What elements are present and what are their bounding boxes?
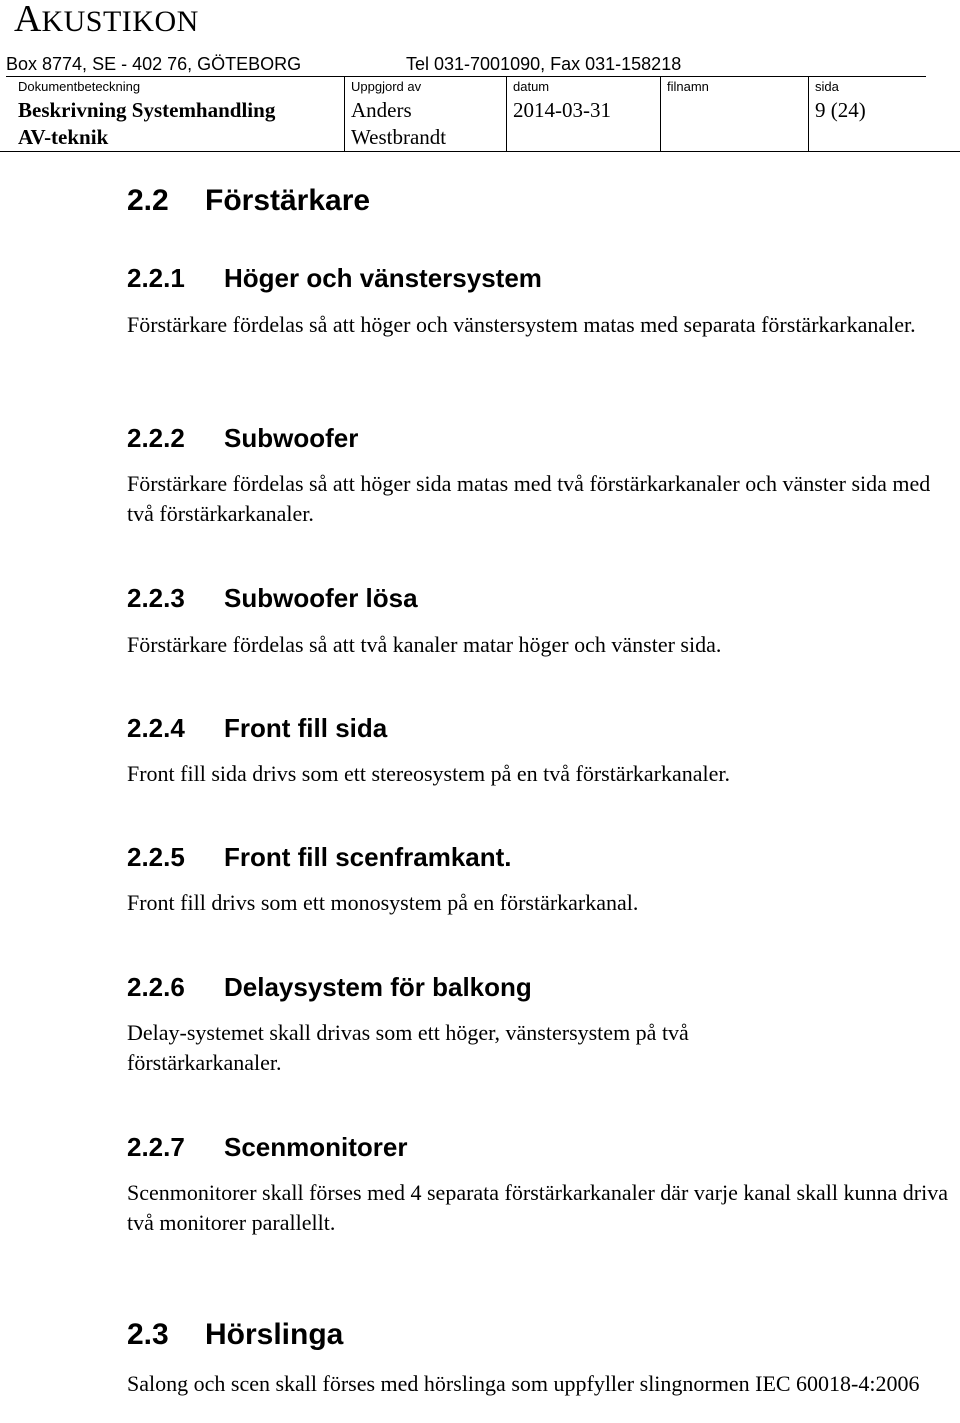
heading-2-3 xyxy=(127,1318,343,1352)
header-cell-date xyxy=(506,77,657,151)
author-first-name: Anders xyxy=(351,98,412,122)
section-title: Front fill sida xyxy=(224,713,388,743)
logo-initial: A xyxy=(14,0,42,40)
paragraph-2-2-7: Scenmonitorer skall förses med 4 separata förstärkarkanaler där varje kanal skall kunna driva två monitorer parallellt. xyxy=(127,1180,949,1235)
date-label: datum xyxy=(513,79,550,94)
paragraph-2-2-5: Front fill drivs som ett monosystem på en förstärkarkanal. xyxy=(127,890,639,915)
section-number: 2.2.4 xyxy=(127,713,185,743)
heading-2-2-4 xyxy=(127,713,387,743)
heading-2-2-6 xyxy=(127,972,532,1002)
section-title: Subwoofer lösa xyxy=(224,583,418,613)
author-last-name: Westbrandt xyxy=(351,125,447,149)
section-title: Höger och vänstersystem xyxy=(224,263,542,293)
doc-label: Dokumentbeteckning xyxy=(18,79,141,94)
section-number: 2.2 xyxy=(127,184,169,217)
header-cell-page xyxy=(808,77,959,151)
paragraph-2-2-2: Förstärkare fördelas så att höger sida matas med två förstärkarkanaler och vänster sida med två förstärkarkanaler. xyxy=(127,471,931,526)
section-title: Subwoofer xyxy=(224,423,359,453)
postal-address: Box 8774, SE - 402 76, GÖTEBORG xyxy=(6,54,302,74)
section-number: 2.3 xyxy=(127,1318,169,1351)
section-number: 2.2.6 xyxy=(127,972,185,1002)
page-number: 9 (24) xyxy=(815,98,866,122)
author-label: Uppgjord av xyxy=(351,79,422,94)
paragraph-2-3: Salong och scen skall förses med hörslinga som uppfyller slingnormen IEC 60018-4:2006 xyxy=(127,1371,920,1396)
filename-label: filnamn xyxy=(667,79,709,94)
paragraph-2-2-1: Förstärkare fördelas så att höger och vänstersystem matas med separata förstärkarkanaler. xyxy=(127,312,916,337)
logo-text: KUSTIKON xyxy=(41,5,199,38)
section-title: Scenmonitorer xyxy=(224,1132,408,1162)
heading-2-2 xyxy=(127,184,370,218)
section-title: Delaysystem för balkong xyxy=(224,972,532,1002)
heading-2-2-3 xyxy=(127,583,418,613)
heading-2-2-7 xyxy=(127,1132,408,1162)
section-title: Front fill scenframkant. xyxy=(224,842,512,872)
contact-numbers: Tel 031-7001090, Fax 031-158218 xyxy=(406,54,682,74)
page-label: sida xyxy=(815,79,839,94)
section-number: 2.2.7 xyxy=(127,1132,185,1162)
section-number: 2.2.3 xyxy=(127,583,185,613)
header-cell-author xyxy=(344,77,503,151)
header-cell-filename xyxy=(660,77,807,151)
document-header-table xyxy=(0,77,960,152)
section-number: 2.2.1 xyxy=(127,263,185,293)
paragraph-2-2-3: Förstärkare fördelas så att två kanaler matar höger och vänster sida. xyxy=(127,632,722,657)
doc-title-line2: AV-teknik xyxy=(18,125,109,149)
section-number: 2.2.2 xyxy=(127,423,185,453)
doc-title-line1: Beskrivning Systemhandling xyxy=(18,98,276,122)
section-title: Hörslinga xyxy=(205,1318,344,1351)
address-line xyxy=(6,52,926,77)
paragraph-2-2-4: Front fill sida drivs som ett stereosystem på en två förstärkarkanaler. xyxy=(127,761,731,786)
heading-2-2-2 xyxy=(127,423,358,453)
heading-2-2-5 xyxy=(127,842,512,872)
section-number: 2.2.5 xyxy=(127,842,185,872)
section-title: Förstärkare xyxy=(205,184,371,217)
company-logo xyxy=(14,0,199,38)
paragraph-2-2-6: Delay-systemet skall drivas som ett höger, vänstersystem på två förstärkarkanaler. xyxy=(127,1020,689,1075)
heading-2-2-1 xyxy=(127,263,542,293)
date-value: 2014-03-31 xyxy=(513,98,611,122)
header-cell-document xyxy=(18,77,340,151)
